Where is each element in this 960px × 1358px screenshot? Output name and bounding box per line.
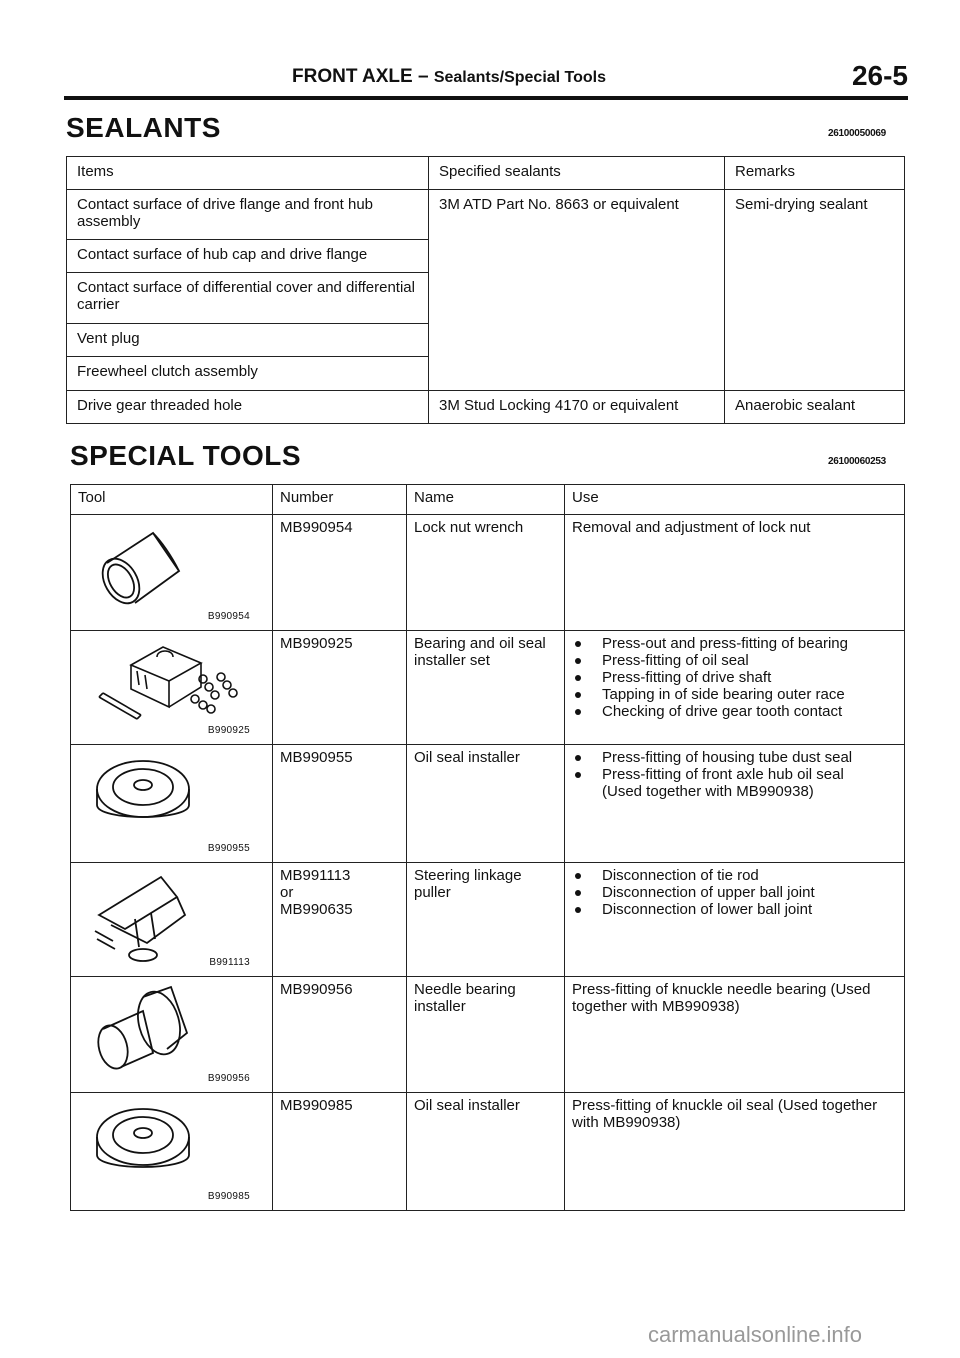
page-header: [64, 62, 908, 100]
tool-image: [71, 631, 273, 745]
table-row: [71, 1093, 905, 1211]
table-row: [71, 863, 905, 977]
watermark: carmanualsonline.info: [648, 1322, 863, 1347]
tool-use: [565, 631, 905, 745]
tool-code: B990956: [207, 1073, 250, 1084]
tool-name: Needle bearing installer: [407, 977, 565, 1093]
col-header-name: Name: [407, 485, 565, 515]
col-header-tool: Tool: [71, 485, 273, 515]
tool-code: B991113: [209, 957, 250, 968]
tool-name: Oil seal installer: [407, 745, 565, 863]
tool-code: B990954: [207, 611, 250, 622]
table-row: [71, 745, 905, 863]
tool-name: Oil seal installer: [407, 1093, 565, 1211]
needle-bearing-installer-icon: [91, 983, 201, 1079]
tool-number: MB990925: [273, 631, 407, 745]
use-list: [572, 867, 897, 918]
tool-number: MB990954: [273, 515, 407, 631]
special-tools-title: SPECIAL TOOLS: [70, 440, 302, 471]
sealant-item: Vent plug: [67, 324, 429, 357]
sealant-spec: 3M ATD Part No. 8663 or equivalent: [429, 190, 725, 240]
sealants-title: SEALANTS: [66, 112, 221, 143]
col-header-sealants: Specified sealants: [429, 157, 725, 190]
sealants-table: [66, 156, 905, 424]
tool-image: [71, 515, 273, 631]
sealant-remark: Anaerobic sealant: [725, 391, 905, 424]
col-header-items: Items: [67, 157, 429, 190]
sealant-spec: 3M Stud Locking 4170 or equivalent: [429, 391, 725, 424]
use-item: Disconnection of upper ball joint: [572, 884, 897, 901]
installer-set-icon: [91, 637, 251, 731]
tool-name: Bearing and oil seal installer set: [407, 631, 565, 745]
steering-linkage-puller-icon: [91, 869, 201, 965]
use-item: Disconnection of tie rod: [572, 867, 897, 884]
sealant-item: Contact surface of drive flange and front hub assembly: [67, 190, 429, 240]
use-item: Press-fitting of oil seal: [572, 652, 897, 669]
tool-use: Removal and adjustment of lock nut: [565, 515, 905, 631]
table-row: [71, 515, 905, 631]
tool-use: [565, 745, 905, 863]
tool-code: B990925: [207, 725, 250, 736]
table-row: [71, 631, 905, 745]
sealant-item: Drive gear threaded hole: [67, 391, 429, 424]
tool-number: MB991113 or MB990635: [273, 863, 407, 977]
tool-image: [71, 1093, 273, 1211]
sealant-item: Contact surface of hub cap and drive flange: [67, 240, 429, 273]
tool-image: [71, 977, 273, 1093]
use-item: Checking of drive gear tooth contact: [572, 703, 897, 720]
tool-number: MB990955: [273, 745, 407, 863]
use-item: Tapping in of side bearing outer race: [572, 686, 897, 703]
sealant-remark: Semi-drying sealant: [725, 190, 905, 240]
tool-use: Press-fitting of knuckle oil seal (Used together with MB990938): [565, 1093, 905, 1211]
tool-image: [71, 863, 273, 977]
special-tools-table: [70, 484, 905, 1211]
tool-number: MB990985: [273, 1093, 407, 1211]
page-number: 26-5: [851, 60, 908, 91]
tool-use: [565, 863, 905, 977]
special-tools-code: 26100060253: [828, 456, 886, 467]
tool-image: [71, 745, 273, 863]
use-item: Press-fitting of housing tube dust seal: [572, 749, 897, 766]
use-item: Disconnection of lower ball joint: [572, 901, 897, 918]
tool-code: B990985: [207, 1191, 250, 1202]
use-list: [572, 635, 897, 720]
tool-use: Press-fitting of knuckle needle bearing (Used together with MB990938): [565, 977, 905, 1093]
use-item: Press-fitting of drive shaft: [572, 669, 897, 686]
oil-seal-installer-icon: [91, 751, 201, 845]
sealant-item: Contact surface of differential cover and differential carrier: [67, 273, 429, 324]
col-header-use: Use: [565, 485, 905, 515]
col-header-remarks: Remarks: [725, 157, 905, 190]
use-item: Press-out and press-fitting of bearing: [572, 635, 897, 652]
page-title: FRONT AXLE – Sealants/Special Tools: [292, 66, 607, 87]
col-header-number: Number: [273, 485, 407, 515]
sealants-code: 26100050069: [828, 128, 886, 139]
sealant-item: Freewheel clutch assembly: [67, 357, 429, 391]
lock-nut-wrench-icon: [91, 521, 191, 613]
use-list: [572, 749, 897, 800]
tool-code: B990955: [207, 843, 250, 854]
oil-seal-installer-icon: [91, 1099, 201, 1193]
tool-name: Steering linkage puller: [407, 863, 565, 977]
use-item: Press-fitting of front axle hub oil seal (Used together with MB990938): [572, 766, 897, 800]
tool-number: MB990956: [273, 977, 407, 1093]
table-row: [71, 977, 905, 1093]
tool-name: Lock nut wrench: [407, 515, 565, 631]
